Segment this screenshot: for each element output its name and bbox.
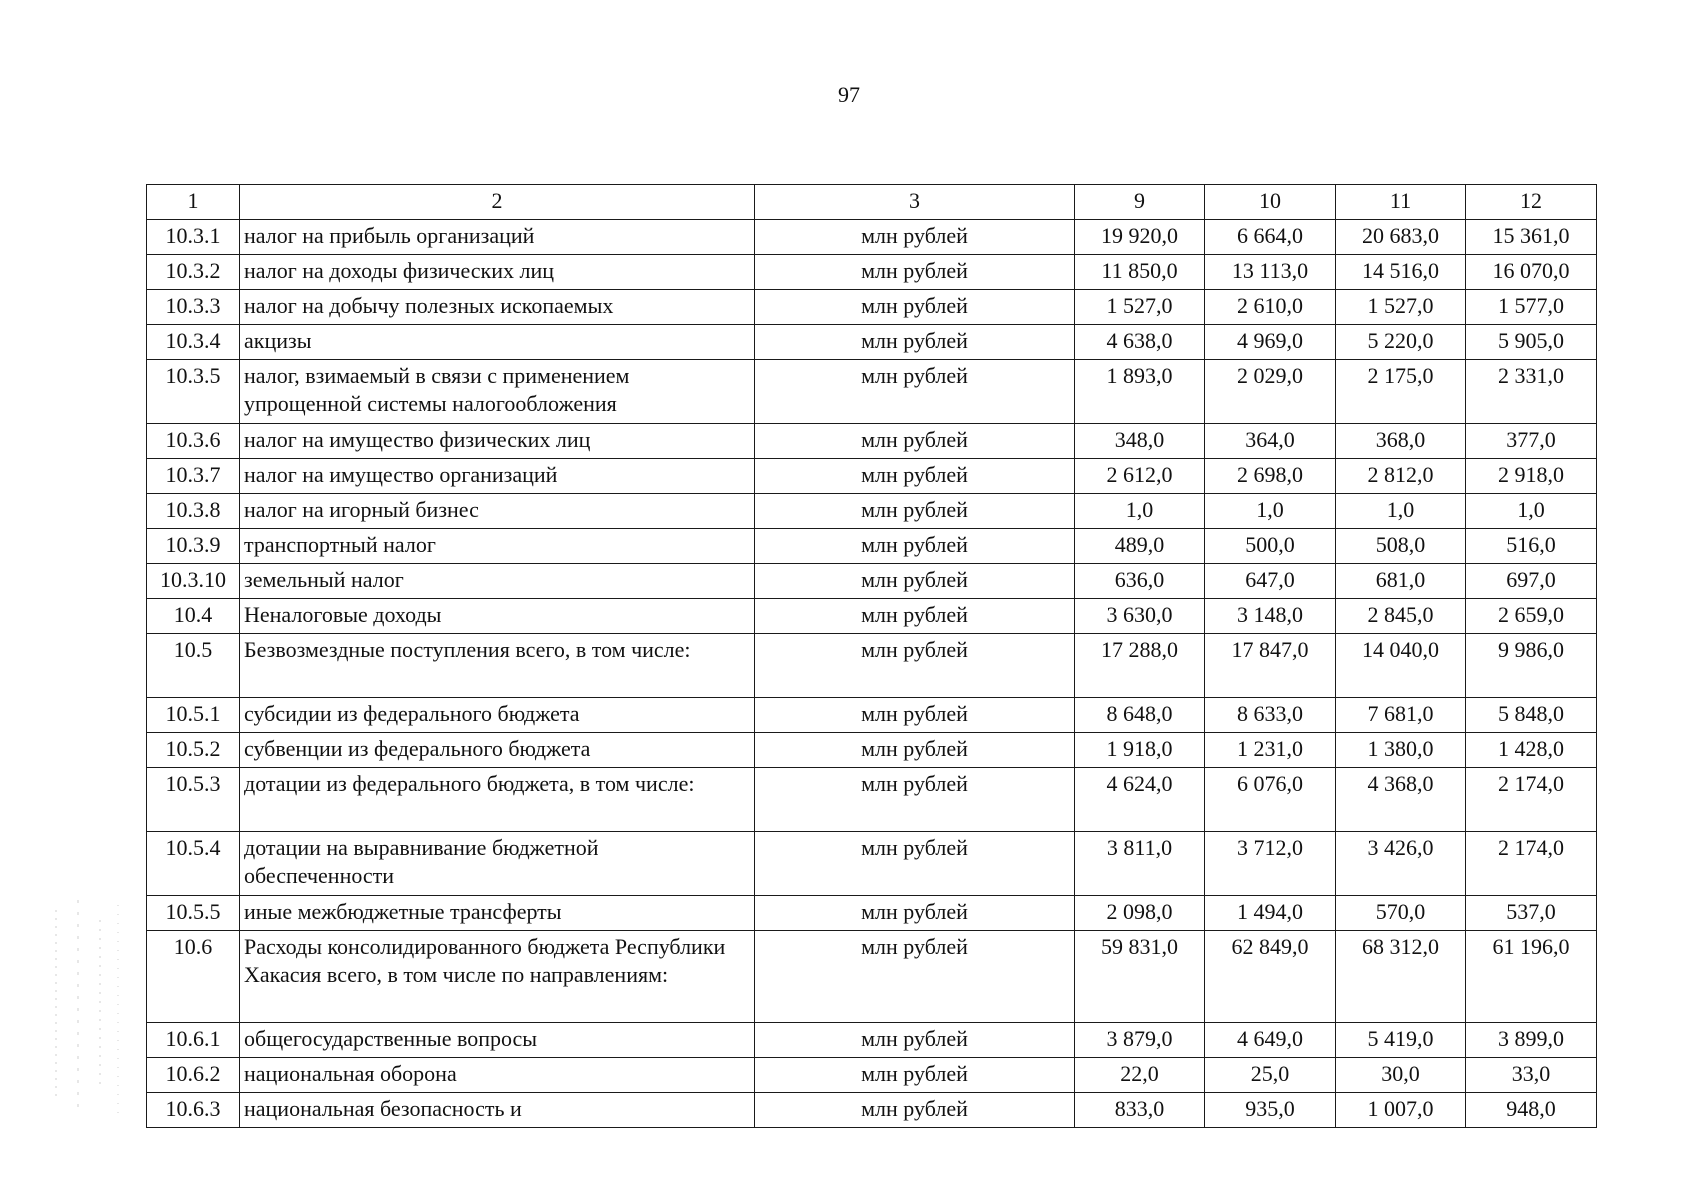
row-value-cell: 20 683,0 (1336, 220, 1466, 255)
table-row (147, 424, 1597, 459)
table-row (147, 931, 1597, 1023)
row-value-cell: 5 419,0 (1336, 1023, 1466, 1058)
row-value-cell: 2 610,0 (1205, 290, 1336, 325)
row-unit-cell: млн рублей (755, 634, 1075, 698)
row-unit-cell: млн рублей (755, 1058, 1075, 1093)
row-value-cell: 697,0 (1466, 564, 1597, 599)
row-code-cell: 10.3.2 (147, 255, 240, 290)
row-value-cell: 570,0 (1336, 896, 1466, 931)
row-value-cell: 1,0 (1466, 494, 1597, 529)
row-value-cell: 1 007,0 (1336, 1093, 1466, 1128)
row-unit-cell: млн рублей (755, 733, 1075, 768)
row-code-cell: 10.6 (147, 931, 240, 1023)
row-name-cell: земельный налог (240, 564, 755, 599)
row-code-cell: 10.4 (147, 599, 240, 634)
column-header: 11 (1336, 185, 1466, 220)
row-value-cell: 508,0 (1336, 529, 1466, 564)
row-value-cell: 4 969,0 (1205, 325, 1336, 360)
indicators-table (146, 184, 1597, 1128)
row-value-cell: 5 848,0 (1466, 698, 1597, 733)
table-row (147, 698, 1597, 733)
row-code-cell: 10.3.6 (147, 424, 240, 459)
row-value-cell: 4 624,0 (1075, 768, 1205, 832)
row-value-cell: 537,0 (1466, 896, 1597, 931)
row-value-cell: 61 196,0 (1466, 931, 1597, 1023)
row-value-cell: 2 175,0 (1336, 360, 1466, 424)
table-row (147, 220, 1597, 255)
row-value-cell: 2 659,0 (1466, 599, 1597, 634)
indicators-table-container (146, 184, 1596, 1128)
row-value-cell: 3 630,0 (1075, 599, 1205, 634)
row-unit-cell: млн рублей (755, 459, 1075, 494)
row-value-cell: 516,0 (1466, 529, 1597, 564)
table-row (147, 896, 1597, 931)
row-value-cell: 13 113,0 (1205, 255, 1336, 290)
row-value-cell: 30,0 (1336, 1058, 1466, 1093)
row-value-cell: 3 712,0 (1205, 832, 1336, 896)
table-body (147, 185, 1597, 1128)
row-unit-cell: млн рублей (755, 494, 1075, 529)
row-value-cell: 1 527,0 (1336, 290, 1466, 325)
row-unit-cell: млн рублей (755, 529, 1075, 564)
row-unit-cell: млн рублей (755, 255, 1075, 290)
row-unit-cell: млн рублей (755, 896, 1075, 931)
row-value-cell: 1,0 (1205, 494, 1336, 529)
row-value-cell: 948,0 (1466, 1093, 1597, 1128)
table-row (147, 1093, 1597, 1128)
row-value-cell: 364,0 (1205, 424, 1336, 459)
row-value-cell: 489,0 (1075, 529, 1205, 564)
row-name-cell: налог на имущество физических лиц (240, 424, 755, 459)
row-value-cell: 3 899,0 (1466, 1023, 1597, 1058)
row-value-cell: 3 879,0 (1075, 1023, 1205, 1058)
row-unit-cell: млн рублей (755, 220, 1075, 255)
row-value-cell: 681,0 (1336, 564, 1466, 599)
scan-artifact (48, 900, 128, 1120)
table-row (147, 768, 1597, 832)
row-value-cell: 368,0 (1336, 424, 1466, 459)
row-code-cell: 10.5.2 (147, 733, 240, 768)
row-code-cell: 10.6.2 (147, 1058, 240, 1093)
row-name-cell: субвенции из федерального бюджета (240, 733, 755, 768)
row-value-cell: 5 905,0 (1466, 325, 1597, 360)
row-value-cell: 7 681,0 (1336, 698, 1466, 733)
row-unit-cell: млн рублей (755, 564, 1075, 599)
row-value-cell: 2 331,0 (1466, 360, 1597, 424)
row-value-cell: 2 174,0 (1466, 768, 1597, 832)
row-value-cell: 500,0 (1205, 529, 1336, 564)
row-value-cell: 5 220,0 (1336, 325, 1466, 360)
row-value-cell: 935,0 (1205, 1093, 1336, 1128)
row-name-cell: акцизы (240, 325, 755, 360)
row-name-cell: налог на прибыль организаций (240, 220, 755, 255)
row-value-cell: 2 174,0 (1466, 832, 1597, 896)
row-value-cell: 2 098,0 (1075, 896, 1205, 931)
row-value-cell: 647,0 (1205, 564, 1336, 599)
row-code-cell: 10.3.8 (147, 494, 240, 529)
table-row (147, 1023, 1597, 1058)
table-row (147, 599, 1597, 634)
row-code-cell: 10.5 (147, 634, 240, 698)
row-value-cell: 16 070,0 (1466, 255, 1597, 290)
row-value-cell: 14 040,0 (1336, 634, 1466, 698)
page-number: 97 (838, 82, 860, 107)
row-name-cell: национальная оборона (240, 1058, 755, 1093)
row-value-cell: 1 577,0 (1466, 290, 1597, 325)
row-code-cell: 10.3.4 (147, 325, 240, 360)
table-row (147, 360, 1597, 424)
row-value-cell: 6 664,0 (1205, 220, 1336, 255)
table-row (147, 733, 1597, 768)
row-name-cell: субсидии из федерального бюджета (240, 698, 755, 733)
row-unit-cell: млн рублей (755, 325, 1075, 360)
row-value-cell: 2 698,0 (1205, 459, 1336, 494)
row-unit-cell: млн рублей (755, 931, 1075, 1023)
row-value-cell: 3 148,0 (1205, 599, 1336, 634)
row-value-cell: 25,0 (1205, 1058, 1336, 1093)
row-value-cell: 3 426,0 (1336, 832, 1466, 896)
row-value-cell: 62 849,0 (1205, 931, 1336, 1023)
row-code-cell: 10.3.9 (147, 529, 240, 564)
row-value-cell: 2 918,0 (1466, 459, 1597, 494)
row-value-cell: 348,0 (1075, 424, 1205, 459)
row-code-cell: 10.3.7 (147, 459, 240, 494)
column-header: 1 (147, 185, 240, 220)
row-unit-cell: млн рублей (755, 698, 1075, 733)
row-value-cell: 17 847,0 (1205, 634, 1336, 698)
table-row (147, 832, 1597, 896)
row-name-cell: общегосударственные вопросы (240, 1023, 755, 1058)
column-header: 10 (1205, 185, 1336, 220)
row-unit-cell: млн рублей (755, 832, 1075, 896)
row-value-cell: 1 231,0 (1205, 733, 1336, 768)
row-value-cell: 1 527,0 (1075, 290, 1205, 325)
column-header: 12 (1466, 185, 1597, 220)
row-value-cell: 11 850,0 (1075, 255, 1205, 290)
row-name-cell: налог, взимаемый в связи с применением упрощенной системы налогообложения (240, 360, 755, 424)
row-name-cell: дотации из федерального бюджета, в том числе: (240, 768, 755, 832)
row-value-cell: 1 494,0 (1205, 896, 1336, 931)
row-value-cell: 2 029,0 (1205, 360, 1336, 424)
row-value-cell: 14 516,0 (1336, 255, 1466, 290)
row-value-cell: 833,0 (1075, 1093, 1205, 1128)
row-name-cell: национальная безопасность и (240, 1093, 755, 1128)
table-row (147, 290, 1597, 325)
table-header-row (147, 185, 1597, 220)
row-value-cell: 2 612,0 (1075, 459, 1205, 494)
table-row (147, 1058, 1597, 1093)
row-code-cell: 10.5.5 (147, 896, 240, 931)
row-value-cell: 2 845,0 (1336, 599, 1466, 634)
row-name-cell: транспортный налог (240, 529, 755, 564)
row-name-cell: налог на добычу полезных ископаемых (240, 290, 755, 325)
row-code-cell: 10.3.1 (147, 220, 240, 255)
row-unit-cell: млн рублей (755, 360, 1075, 424)
row-value-cell: 1,0 (1336, 494, 1466, 529)
table-row (147, 529, 1597, 564)
row-value-cell: 4 649,0 (1205, 1023, 1336, 1058)
row-name-cell: налог на имущество организаций (240, 459, 755, 494)
row-value-cell: 8 633,0 (1205, 698, 1336, 733)
row-code-cell: 10.3.5 (147, 360, 240, 424)
column-header: 3 (755, 185, 1075, 220)
row-value-cell: 1 380,0 (1336, 733, 1466, 768)
row-name-cell: иные межбюджетные трансферты (240, 896, 755, 931)
column-header: 2 (240, 185, 755, 220)
row-name-cell: налог на доходы физических лиц (240, 255, 755, 290)
row-value-cell: 3 811,0 (1075, 832, 1205, 896)
row-code-cell: 10.3.10 (147, 564, 240, 599)
column-header: 9 (1075, 185, 1205, 220)
row-value-cell: 2 812,0 (1336, 459, 1466, 494)
table-row (147, 564, 1597, 599)
row-value-cell: 9 986,0 (1466, 634, 1597, 698)
row-value-cell: 17 288,0 (1075, 634, 1205, 698)
table-row (147, 494, 1597, 529)
row-name-cell: налог на игорный бизнес (240, 494, 755, 529)
row-value-cell: 636,0 (1075, 564, 1205, 599)
row-value-cell: 59 831,0 (1075, 931, 1205, 1023)
row-code-cell: 10.5.1 (147, 698, 240, 733)
row-code-cell: 10.5.3 (147, 768, 240, 832)
row-name-cell: дотации на выравнивание бюджетной обеспеченности (240, 832, 755, 896)
table-row (147, 325, 1597, 360)
table-row (147, 255, 1597, 290)
row-value-cell: 1,0 (1075, 494, 1205, 529)
row-value-cell: 68 312,0 (1336, 931, 1466, 1023)
row-value-cell: 19 920,0 (1075, 220, 1205, 255)
row-value-cell: 15 361,0 (1466, 220, 1597, 255)
table-row (147, 459, 1597, 494)
row-code-cell: 10.3.3 (147, 290, 240, 325)
row-name-cell: Безвозмездные поступления всего, в том числе: (240, 634, 755, 698)
table-row (147, 634, 1597, 698)
row-name-cell: Неналоговые доходы (240, 599, 755, 634)
row-unit-cell: млн рублей (755, 599, 1075, 634)
row-value-cell: 1 428,0 (1466, 733, 1597, 768)
row-value-cell: 377,0 (1466, 424, 1597, 459)
row-value-cell: 6 076,0 (1205, 768, 1336, 832)
row-code-cell: 10.6.3 (147, 1093, 240, 1128)
row-value-cell: 4 638,0 (1075, 325, 1205, 360)
row-code-cell: 10.6.1 (147, 1023, 240, 1058)
row-value-cell: 1 918,0 (1075, 733, 1205, 768)
row-value-cell: 8 648,0 (1075, 698, 1205, 733)
row-value-cell: 22,0 (1075, 1058, 1205, 1093)
row-value-cell: 1 893,0 (1075, 360, 1205, 424)
row-name-cell: Расходы консолидированного бюджета Республики Хакасия всего, в том числе по направлениям: (240, 931, 755, 1023)
row-unit-cell: млн рублей (755, 1023, 1075, 1058)
row-unit-cell: млн рублей (755, 290, 1075, 325)
row-code-cell: 10.5.4 (147, 832, 240, 896)
row-unit-cell: млн рублей (755, 768, 1075, 832)
row-unit-cell: млн рублей (755, 1093, 1075, 1128)
row-unit-cell: млн рублей (755, 424, 1075, 459)
row-value-cell: 4 368,0 (1336, 768, 1466, 832)
row-value-cell: 33,0 (1466, 1058, 1597, 1093)
